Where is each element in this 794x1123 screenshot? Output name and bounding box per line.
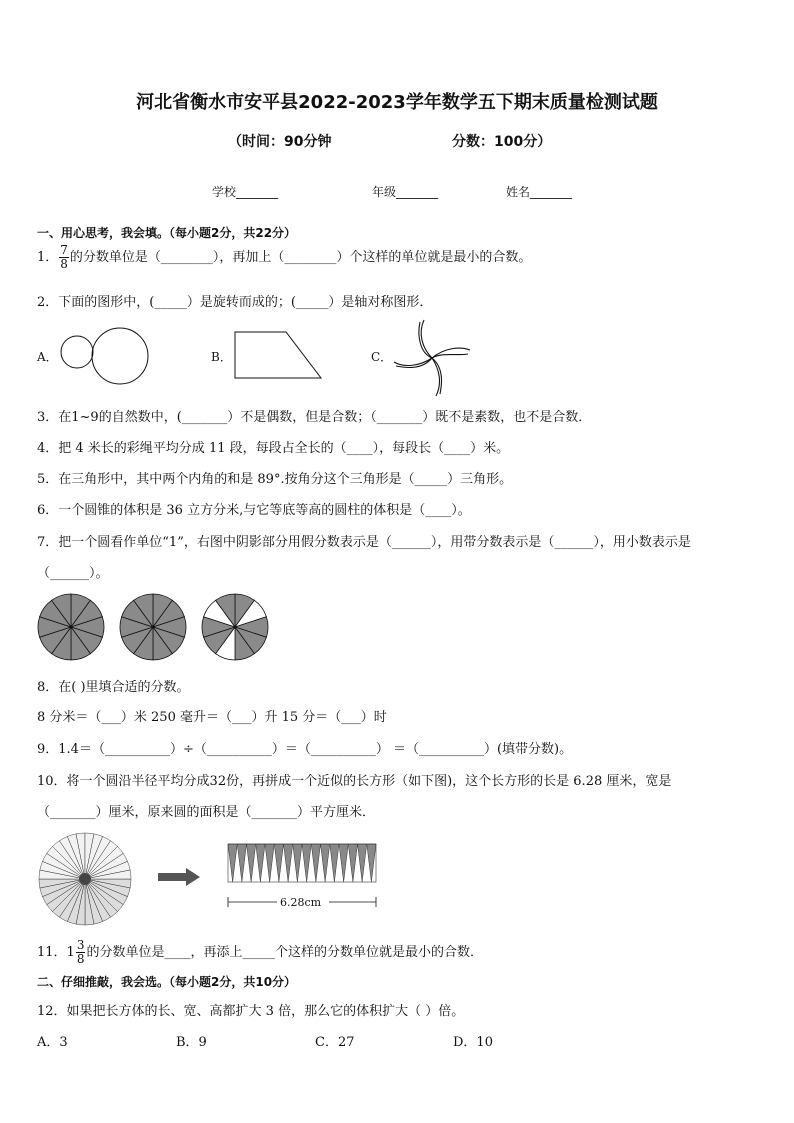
q12-option-a[interactable]: A．3	[37, 1035, 68, 1050]
pinwheel-figure	[392, 318, 472, 398]
q12-option-c[interactable]: C．27	[315, 1035, 355, 1050]
rectangle-sector-down	[274, 844, 283, 882]
rectangle-sector-down	[256, 844, 265, 882]
arrow-right-icon	[158, 868, 203, 888]
question-8-line-1: 8．在( )里填合适的分数。	[37, 680, 190, 695]
question-1-number: 1．	[37, 250, 59, 265]
name-field[interactable]: 姓名_______	[506, 185, 573, 199]
q12-option-b[interactable]: B．9	[176, 1035, 207, 1050]
fraction-7-8	[59, 244, 69, 271]
question-10-line-2: （_______）厘米，原来圆的面积是（_______）平方厘米．	[37, 805, 376, 820]
question-3: 3．在1~9的自然数中，(_______）不是偶数，但是合数；（_______）既不是素数，也不是合数．	[37, 410, 592, 425]
rectangle-sector-down	[284, 844, 293, 882]
mixed-number-whole: 1	[66, 945, 75, 960]
circle-fully-shaded-1	[38, 594, 104, 660]
question-4: 4．把 4 米长的彩绳平均分成 11 段，每段占全长的（____），每段长（____）米。	[37, 441, 510, 456]
fraction-numerator: 3	[76, 938, 85, 952]
page-title: 河北省衡水市安平县2022-2023学年数学五下期末质量检测试题	[136, 92, 658, 113]
rectangle-length-label: 6.28cm	[280, 896, 322, 909]
school-field[interactable]: 学校_______	[212, 185, 279, 199]
trapezoid-figure	[234, 331, 334, 381]
rectangle-sector-down	[247, 844, 256, 882]
question-9: 9．1.4＝（__________）÷（__________）＝（__________） ＝（__________）(填带分数)。	[37, 742, 573, 757]
question-2: 2．下面的图形中，(_____）是旋转而成的；(_____）是轴对称图形．	[37, 295, 433, 310]
section-1-title: 一、用心思考，我会填。（每小题2分，共22分）	[37, 226, 297, 240]
circle-fully-shaded-2	[120, 594, 186, 660]
rectangle-sector-down	[265, 844, 274, 882]
option-b-label: B．	[211, 350, 232, 364]
question-8-line-2: 8 分米＝（___）米 250 毫升＝（___）升 15 分＝（___）时	[37, 710, 387, 725]
circle-partially-shaded	[202, 594, 268, 660]
option-c-label: C．	[371, 350, 393, 364]
question-10-line-1: 10．将一个圆沿半径平均分成32份，再拼成一个近似的长方形（如下图)，这个长方形的长是 6.28 厘米，宽是	[37, 774, 672, 789]
rectangle-sector-down	[302, 844, 311, 882]
fraction-denominator: 8	[60, 257, 68, 271]
question-7-line-1: 7．把一个圆看作单位“1”，右图中阴影部分用假分数表示是（______），用带分数表示是（______），用小数表示是	[37, 535, 691, 550]
rectangle-sector-down	[293, 844, 302, 882]
grade-field[interactable]: 年级_______	[372, 185, 439, 199]
rectangle-sector-down	[358, 844, 367, 882]
question-1-text: 的分数单位是（________），再加上（________）个这样的单位就是最小的合数。	[69, 250, 532, 265]
sectored-circle-figure	[37, 832, 137, 932]
rectangle-sector-down	[228, 844, 237, 882]
rectangle-sector-down	[330, 844, 339, 882]
circle-center	[79, 873, 91, 885]
question-7-line-2: （______）。	[37, 566, 109, 581]
question-11	[37, 939, 483, 966]
rectangle-sector-down	[311, 844, 320, 882]
question-12: 12．如果把长方体的长、宽、高都扩大 3 倍，那么它的体积扩大（ ）倍。	[37, 1004, 465, 1019]
shaded-circles-figure	[37, 593, 277, 663]
rectangle-sector-down	[321, 844, 330, 882]
section-2-title: 二、仔细推敲，我会选。（每小题2分，共10分）	[37, 975, 297, 989]
question-1	[37, 244, 531, 271]
fraction-numerator: 7	[60, 243, 68, 257]
option-a-label: A．	[37, 350, 58, 364]
fraction-denominator: 8	[76, 952, 85, 966]
question-11-number: 11．	[37, 945, 67, 960]
q12-option-d[interactable]: D．10	[453, 1035, 493, 1050]
fraction-3-8	[76, 939, 86, 966]
question-6: 6．一个圆锥的体积是 36 立方分米,与它等底等高的圆柱的体积是（____）。	[37, 503, 471, 518]
exam-score: 分数：100分）	[452, 134, 552, 150]
rectangle-sector-down	[237, 844, 246, 882]
question-5: 5．在三角形中，其中两个内角的和是 89°.按角分这个三角形是（_____）三角形。	[37, 472, 513, 487]
two-circles-figure	[60, 326, 160, 386]
rectangle-sector-down	[339, 844, 348, 882]
question-11-text: 的分数单位是____，再添上_____个这样的分数单位就是最小的合数．	[86, 945, 483, 960]
rectangle-sector-down	[348, 844, 357, 882]
rectangle-sector-down	[367, 844, 376, 882]
exam-time: （时间：90分钟	[228, 134, 332, 150]
